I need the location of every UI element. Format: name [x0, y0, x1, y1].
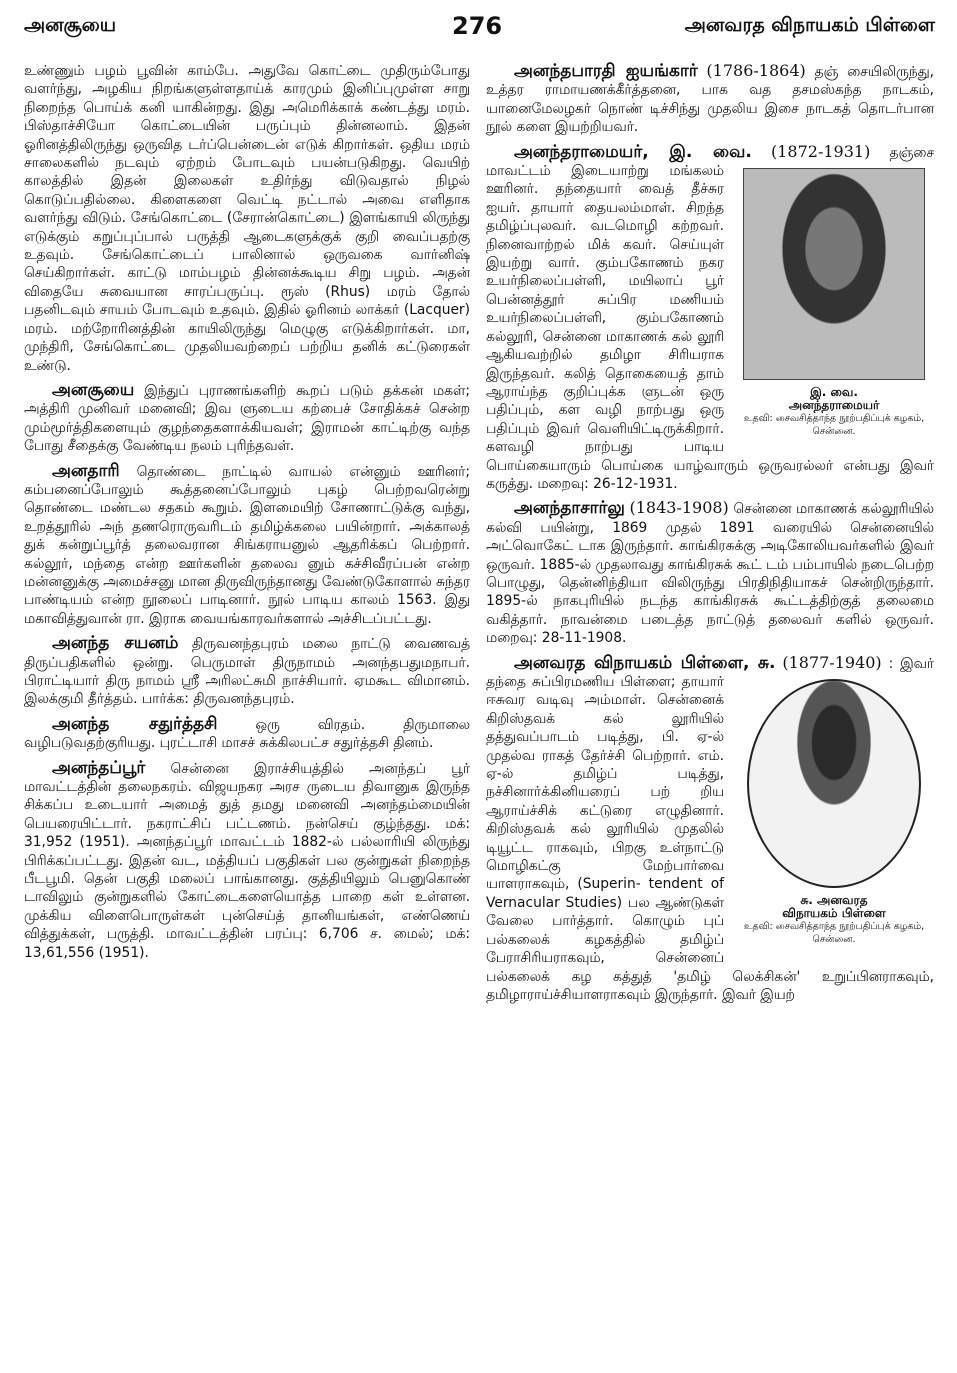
running-head-right: அனவரத விநாயகம் பிள்ளை [684, 14, 935, 36]
entry-headword: அனந்தராமையர், இ. வை. [514, 141, 752, 162]
entry-anantha-bharathi [486, 62, 934, 137]
entry-body: தஞ்சை மாவட்டம் இடையாற்று மங்கலம் ஊரினர். தந்தையார் வைத் தீச்சுர ஐயர். தாயார் தையலம்மாள். சிறந்த தமிழ்ப்புலவர். வடமொழி கற்றவர். நினைவாற்றல் மிக் கவர். செய்யுள் இயற்று வார். கும்பகோணம் நகர உயர்நிலைப்பள்ளி, மயிலாப் பூர் பென்னத்தூர் சுப்பிர மணியம் உயர்நிலைப்பள்ளி, கும்பகோணம் கல்லூரி, சென்னை மாகாணக் கல் லூரி ஆகியவற்றில் தமிழா சிரியராக இருந்தவர். கலித் தொகையைத் தாம் ஆராய்ந்த குறிப்புக்க ளுடன் ஒரு பதிப்பும், கள வழி நாற்பது ஒரு பதிப்பும் இவர் வெளியிட்டிருக்கிறார். களவழி நாற்பது பாடிய பொய்கையாரும் பொய்கை யாழ்வாரும் ஒருவரல்லர் என்பது இவர் கருத்து. மறைவு: 26-12-1931. [486, 144, 934, 492]
portrait-figure [734, 168, 934, 438]
photo-credit: உதவி: சைவசித்தாந்த நூற்பதிப்புக் கழகம், சென்னை. [743, 921, 925, 945]
entry-years: (1872-1931) [771, 141, 871, 161]
entry-anavaratha-vinayagam [486, 654, 934, 1005]
entry-headword: அனந்தபாரதி ஐயங்கார் [514, 61, 698, 81]
entry-body: தஞ் சையிலிருந்து, உத்தர ராமாயணக்கீர்த்தனை, பாக வத தசமஸ்கந்த நாடகம், யானைமேலழகர் நொண் டிச்சிந்து முதலிய இசை நாடகத் தொடர்பான நூல் களை இயற்றியவர். [486, 64, 934, 136]
running-head-left: அனசூயை [24, 14, 116, 36]
portrait-photo [747, 679, 921, 888]
page-number: 276 [452, 12, 503, 40]
entry-headword: அனந்த சயனம் [52, 633, 179, 654]
photo-caption: இ. வை. [810, 385, 858, 400]
photo-caption: அனந்தராமையர் [788, 398, 880, 413]
entry-body: ஒரு விரதம். திருமாலை வழிபடுவதற்குரியது. புரட்டாசி மாசச் சுக்கிலபட்ச சதுர்த்தசி தினம். [24, 716, 470, 752]
entry-body: சென்னை இராச்சியத்தில் அனந்தப் பூர் மாவட்டத்தின் தலைநகரம். விஜயநகர அரச ருடைய திவானுக இருந்த சிக்கப்ப உடையார் அமைத் துத் தமது மனைவி அனந்தம்மையின் பெயரையிட்டார். நகராட்சிப் பட்டணம். நன்செய் குழ்ந்தது. மக்: 31,952 (1951). அனந்தப்பூர் மாவட்டம் 1882-ல் பல்லாரியி லிருந்து பிரிக்கப்பட்டது. இதன் வட, மத்தியப் பகுதிகள் பல குன்றுகள் நிறைந்த பீடபூமி. தென் பகுதி மலைப் பாங்கானது. குத்தியிலும் பெனுகொண் டாவிலும் குன்றுகளில் கோட்டைகளையொத்த பாறை கள் உள்ளன. முக்கிய விளைபொருள்கள் புன்செய்த் தானியங்கள், எண்ணெய் வித்துக்கள், பருத்தி. மாவட்டத்தின் பரப்பு: 6,706 ச. மைல்; மக்: 13,61,556 (1951). [24, 760, 470, 961]
entry-years: (1786-1864) [706, 61, 806, 80]
entry-headword: அனந்தப்பூர் [52, 757, 146, 778]
photo-credit: உதவி: சைவசித்தாந்த நூற்பதிப்புக் கழகம், சென்னை. [743, 413, 925, 438]
portrait-figure [734, 679, 934, 946]
entry-headword: அனந்தாசார்லு [514, 498, 625, 519]
entry-anantharamaiyar [486, 143, 934, 494]
portrait-photo [743, 168, 925, 380]
entry-body: தொண்டை நாட்டில் வாயல் என்னும் ஊரினர்; கம்பனைப்போலும் கூத்தனைப்போலும் புகழ் பெற்றவரென்று தொண்டை மண்டல சதகம் கூறும். இளமையிற் சோணாட்டுக்கு வந்து, உறத்தூரில் அந் தணரொருவரிடம் தமிழ்க்கலை பயின்றார். அக்காலத் துக் கன்றுப்பூர்த் தலைவரான சிங்கராயனுல் ஆதரிக்கப் பெற்றார். கல்லூர், மந்தை என்ற ஊர்களின் தலைவ னும் கச்சிவீரப்பன் என்ற மன்னனுக்கு அமைச்சனு மான திருவிருந்தானது வேண்டுகோளால் சுந்தர பாண்டியம் என்ற நூலைப் பாடினார். நூல் பாடிய காலம் 1563. இது மகாவித்துவான் ரா. இராக வையங்காரவர்களால் அச்சிடப்பட்டது. [24, 463, 471, 627]
entry-anantha-chathurthasi [24, 715, 470, 753]
entry-headword: அனந்த சதுர்த்தசி [52, 713, 218, 734]
entry-anantha-sayanam [24, 634, 470, 709]
entry-body: திருவனந்தபுரம் மலை நாட்டு வைணவத் திருப்பதிகளில் ஒன்று. பெருமாள் திருநாமம் அனந்தபதுமநாபர். பிராட்டியார் திரு நாமம் ஸ்ரீ அரிலட்சுமி நாச்சியார். ஏமகூட விமானம். இலக்குமி தீர்த்தம். பார்க்க: திருவனந்தபுரம். [24, 636, 471, 708]
entry-ananthacharlu [486, 499, 934, 647]
photo-caption: சு. அனவரத [800, 893, 868, 907]
entry-headword: அனவரத விநாயகம் பிள்ளை, சு. [514, 652, 776, 673]
right-column [486, 62, 934, 1010]
entry-body: உண்ணும் பழம் பூவின் காம்பே. அதுவே கொட்டை முதிரும்போது வளர்ந்து, அழகிய நிறங்களுள்ளதாய்க் காரமும் இனிப்புமுள்ள சாறு நிறைந்த பொய்க் கனி யாகின்றது. இது அமெரிக்காக் கண்டத்து மரம். பிஸ்தாச்சியோ கொட்டையின் பருப்பும் தின்னலாம். இதன் ஓரினத்திலிருந்து ஒருவித டர்ப்பென்டைன் எடுக் கிறார்கள். ஒதிய மரம் சாலைகளில் நடவும் ஏற்றம் போடவும் பயன்படுகிறது. வெயிற் காலத்தில் இதன் இலைகள் உதிர்ந்து விடுவதால் நிழல் கொடுப்பதில்லை. கிளைகளை வெட்டி நட்டால் அவை எளிதாக வளர்ந்து விடும். சேங்கொட்டை (சேரான்கொட்டை) இளங்காயி லிருந்து எடுக்கும் கறுப்புப்பால் பருத்தி ஆடைகளுக்குக் குறி வைப்பதற்கு உதவும். சேங்கொட்டைப் பாலினால் ஒருவகை வார்னிஷ் செய்கிறார்கள். காட்டு மாம்பழம் தின்னக்கூடிய சிறு பழம். அதன் விதையே சுவையான சாரப்பருப்பு. ரூஸ் (Rhus) மரம் தோல் பதனிடவும் சாயம் போடவும் உதவும். இதில் ஓரினம் லாக்கர் (Lacquer) மரம். மற்றோரினத்தின் காயிலிருந்து மெழுகு எடுக்கிறார்கள். மா, முந்திரி, சேங்கொட்டை முதலியவற்றைப் பற்றிய தனிக் கட்டுரைகள் உண்டு. [24, 63, 470, 374]
entry-anathari [24, 462, 470, 629]
entry-anasuyai [24, 381, 470, 456]
entry-body: : இவர் தந்தை சுப்பிரமணிய பிள்ளை; தாயார் ஈசுவர வடிவு அம்மாள். சென்னைக் கிறிஸ்தவக் கல் லூரியில் தத்துவப்பாடம் படித்து, பி. ஏ-ல் முதல்வ ராகத் தேர்ச்சி பெற்றார். எம். ஏ-ல் தமிழ்ப் படித்து, நச்சினார்க்கினியரைப் பற் றிய ஆராய்ச்சிக் கட்டுரை எழுதினார். கிறிஸ்தவக் கல் லூரியில் முதலில் டியூட்ட ராகவும், பிறகு உள்நாட்டு மொழிகட்கு மேற்பார்வை யாளராகவும், (Superin- tendent of Vernacular Studies) பல ஆண்டுகள் வேலை பார்த்தார். கொழும் புப் பல்கலைக் கழகத்தில் தமிழ்ப் பேராசிரியராகவும், சென்னைப் பல்கலைக் கழ கத்துத் 'தமிழ் லெக்சிகன்' உறுப்பினராகவும், தமிழாராய்ச்சியாளராகவும் இருந்தார். இவர் இயற் [486, 655, 935, 1003]
entry-years: (1877-1940) [782, 652, 882, 672]
left-column [24, 62, 470, 968]
entry-body: சென்னை மாகாணக் கல்லூரியில் கல்வி பயின்று, 1869 முதல் 1891 வரையில் சென்னையில் அட்வொகேட் டாக இருந்தார். காங்கிரசுக்கு அடிகோலியவர்களில் இவர் ஒருவர். 1885-ல் முதலாவது காங்கிரசுக் கூட் டம் பம்பாயில் நடைபெற்ற பொழுது, தென்னிந்தியா விலிருந்து பிரதிநிதியாகச் சென்றிருந்தார். 1895-ல் நாகபுரியில் நடந்த காங்கிரசுக் கூட்டத்திற்குத் தலைமை வகித்தார். நாவன்மை படைத்த நாட்டுத் தலைவர் களில் ஒருவர். மறைவு: 28-11-1908. [486, 501, 934, 647]
entry-years: (1843-1908) [629, 498, 729, 518]
entry-headword: அனதாரி [52, 460, 120, 481]
entry-headword: அனசூயை [52, 379, 135, 400]
photo-caption: விநாயகம் பிள்ளை [782, 906, 886, 920]
entry-body: இந்துப் புராணங்களிற் கூறப் படும் தக்கன் மகள்; அத்திரி முனிவர் மனைவி; இவ ளுடைய கற்பைச் சோதிக்கச் சென்ற மும்மூர்த்திகளையும் குழந்தைகளாக்கியவள்; இராமன் காட்டிற்கு வந்த போது சீதைக்கு வேண்டிய நலம் புரிந்தவள். [24, 382, 470, 455]
entry-ananthapur [24, 759, 470, 962]
entry-continuation [24, 62, 470, 375]
